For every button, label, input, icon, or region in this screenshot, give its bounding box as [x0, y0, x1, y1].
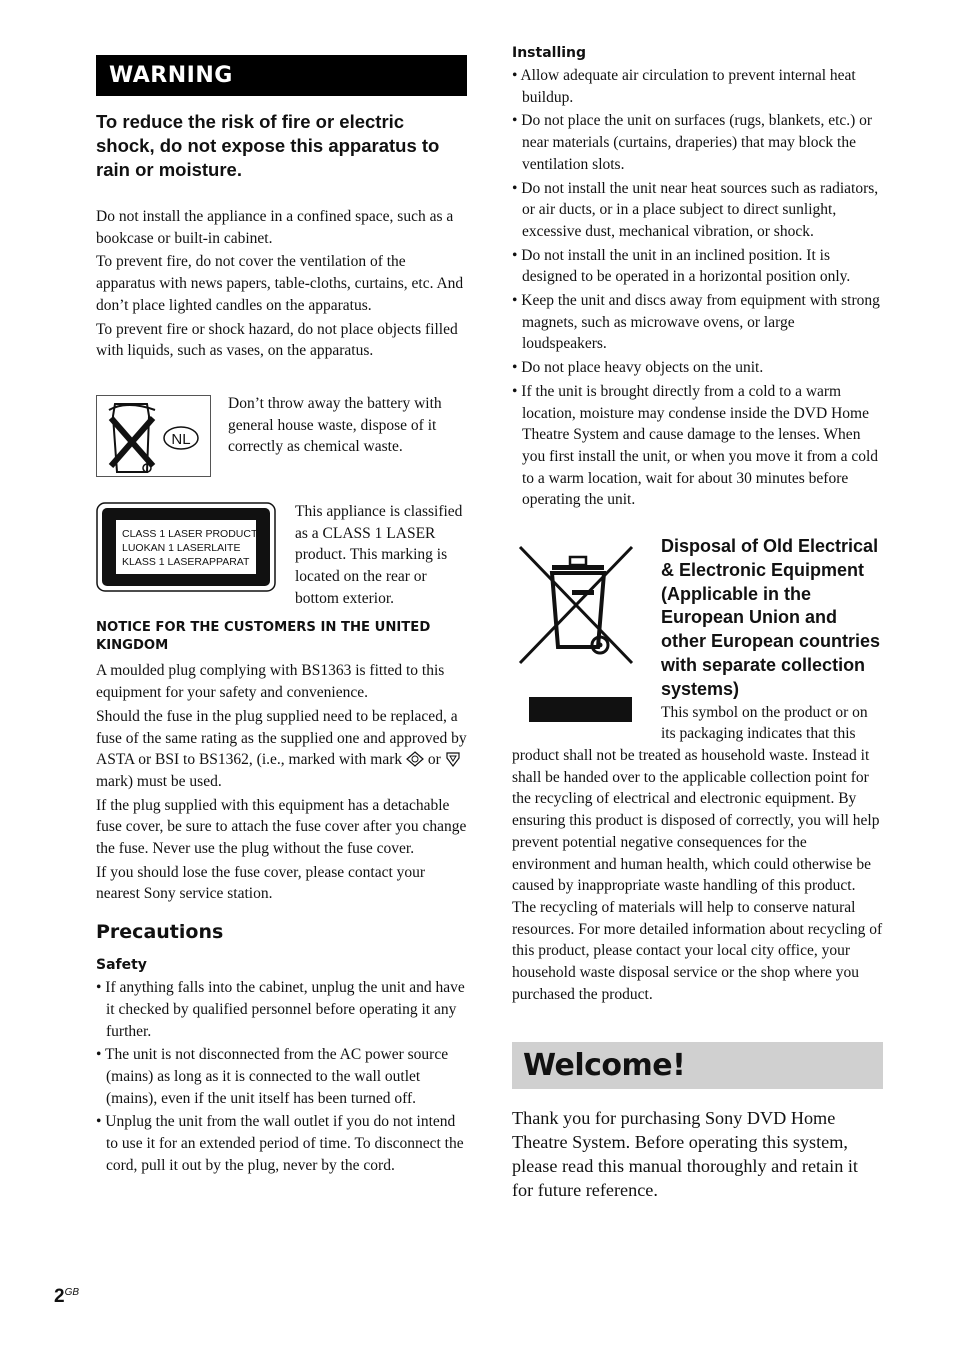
warning-risk-statement: To reduce the risk of fire or electric shock, do not expose this apparatus to rain or moisture.	[96, 111, 440, 180]
laser-text: This appliance is classified as a CLASS 1 LASER product. This marking is located on the rear or bottom exterior.	[295, 502, 463, 607]
battery-text: Don’t throw away the battery with general house waste, dispose of it correctly as chemical waste.	[228, 394, 442, 456]
list-item: • The unit is not disconnected from the AC power source (mains) as long as it is connected to the wall outlet (mains), even if the unit itself has been turned off.	[96, 1046, 449, 1107]
list-item: • If anything falls into the cabinet, unplug the unit and have it checked by qualified personnel before operating it any further.	[96, 979, 465, 1040]
laser-label-line: CLASS 1 LASER PRODUCT	[122, 527, 258, 540]
list-item: • If the unit is brought directly from a cold to a warm location, moisture may condense inside the DVD Home Theatre System and cause damage to the lenses. When you first install the unit, or when you move it from a cold to a warm location, wait for about 30 minutes before operating the unit.	[512, 382, 879, 509]
uk-notice-paragraph: A moulded plug complying with BS1363 is fitted to this equipment for your safety and convenience.	[96, 662, 445, 702]
list-item: • Do not install the unit in an inclined position. It is designed to be operated in a horizontal position only.	[512, 246, 851, 286]
uk-notice-text: mark) must be used.	[96, 772, 222, 790]
warning-heading: WARNING	[96, 55, 467, 96]
uk-notice-heading: NOTICE FOR THE CUSTOMERS IN THE UNITED KINGDOM	[96, 620, 431, 654]
welcome-text: Thank you for purchasing Sony DVD Home Theatre System. Before operating this system, please read this manual thoroughly and retain it for future reference.	[512, 1108, 858, 1200]
installing-list	[512, 65, 883, 511]
uk-notice-text: or	[427, 751, 441, 769]
precautions-heading: Precautions	[96, 921, 224, 944]
battery-country-code: NL	[171, 430, 191, 448]
laser-label-line: LUOKAN 1 LASERLAITE	[122, 541, 241, 554]
installing-heading: Installing	[512, 45, 587, 61]
laser-notice	[96, 501, 467, 610]
page-number-value: 2	[54, 1286, 65, 1307]
list-item: • Unplug the unit from the wall outlet if you do not intend to use it for an extended period of time. To disconnect the cord, pull it out by the plug, never by the cord.	[96, 1113, 464, 1174]
list-item: • Keep the unit and discs away from equipment with strong magnets, such as microwave ovens, or large loudspeakers.	[512, 292, 880, 353]
uk-notice-paragraph: If you should lose the fuse cover, please contact your nearest Sony service station.	[96, 863, 426, 903]
page-number	[54, 1286, 79, 1308]
safety-list	[96, 977, 467, 1176]
laser-label-icon	[96, 502, 276, 592]
uk-notice-paragraph	[96, 706, 467, 793]
weee-heading: Disposal of Old Electrical & Electronic Equipment (Applicable in the European Union and other European countries with separate collection systems)	[661, 536, 881, 699]
asta-mark-icon	[406, 751, 424, 768]
safety-heading: Safety	[96, 957, 147, 974]
crossed-out-bin-icon	[512, 535, 640, 725]
warning-paragraph: To prevent fire, do not cover the ventilation of the apparatus with news papers, table-cloths, curtains, etc. And don’t place lighted candles on the apparatus.	[96, 253, 464, 314]
list-item: • Do not place heavy objects on the unit.	[512, 359, 764, 377]
uk-notice-text: Should the fuse in the plug supplied need to be replaced, a fuse of the same rating as the supplied one and approved by ASTA or BSI to BS1362, (i.e., marked with mark	[96, 707, 467, 769]
list-item: • Do not install the unit near heat sources such as radiators, or air ducts, or in a place subject to direct sunlight, excessive dust, mechanical vibration, or shock.	[512, 179, 879, 240]
battery-notice	[96, 393, 467, 477]
warning-paragraph: Do not install the appliance in a confined space, such as a bookcase or built-in cabinet.	[96, 208, 454, 247]
page-number-suffix: GB	[64, 1287, 80, 1298]
list-item: • Do not place the unit on surfaces (rugs, blankets, etc.) or near materials (curtains, draperies) that may block the ventilation slots.	[512, 112, 873, 173]
battery-disposal-icon	[96, 395, 211, 477]
warning-paragraph: To prevent fire or shock hazard, do not place objects filled with liquids, such as vases, on the apparatus.	[96, 320, 458, 360]
welcome-heading: Welcome!	[512, 1042, 883, 1089]
right-column	[512, 45, 883, 1202]
bsi-kitemark-icon	[445, 751, 461, 768]
uk-notice-paragraph: If the plug supplied with this equipment has a detachable fuse cover, be sure to attach the fuse cover after you change the fuse. Never use the plug without the fuse cover.	[96, 796, 467, 858]
list-item: • Allow adequate air circulation to prevent internal heat buildup.	[512, 67, 856, 106]
laser-label-line: KLASS 1 LASERAPPARAT	[122, 555, 250, 568]
weee-disposal-section	[512, 535, 883, 1005]
left-column	[96, 55, 467, 1179]
weee-body-text: This symbol on the product or on its packaging indicates that this product shall not be treated as household waste. Instead it shall be handed over to the applicable collection point for the recycling of electrical and electronic equipment. By ensuring this product is disposed of correctly, you will help prevent potential negative consequences for the environment and human health, which could otherwise be caused by inappropriate waste handling of this product. The recycling of materials will help to conserve natural resources. For more detailed information about recycling of this product, please contact your local city office, your household waste disposal service or the shop where you purchased the product.	[512, 703, 883, 1003]
